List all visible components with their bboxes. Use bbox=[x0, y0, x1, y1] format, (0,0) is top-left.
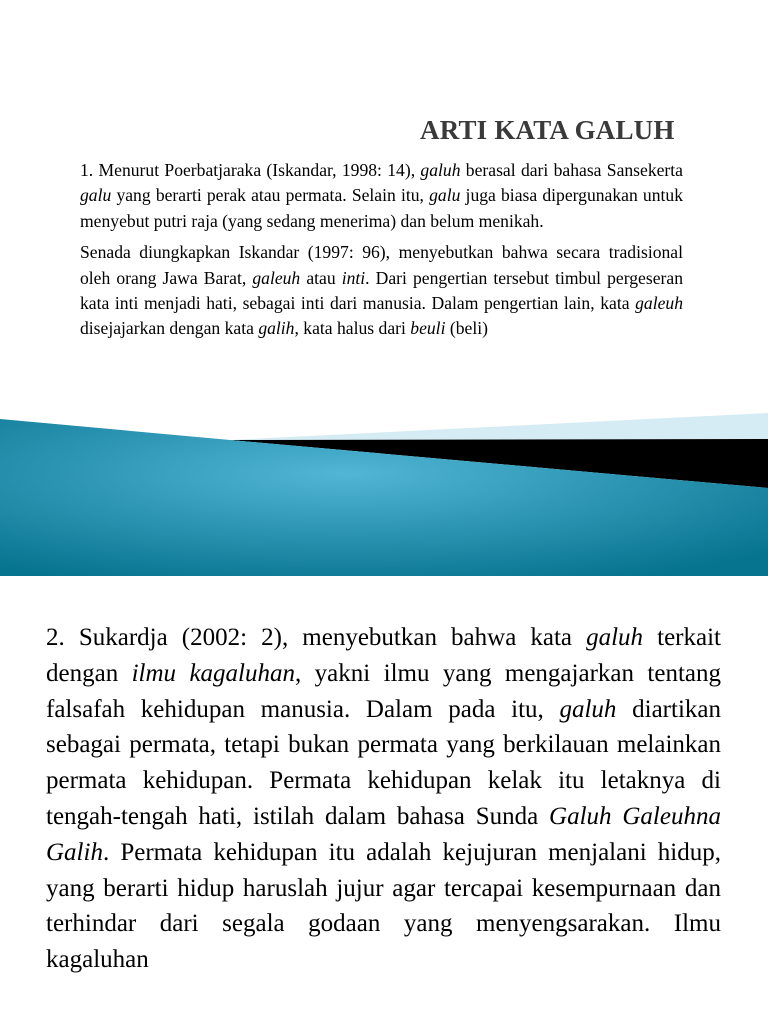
text-run: , yakni ilmu yang mengajarkan tentang falsafah kehidupan manusia. Dalam pada itu, bbox=[46, 659, 721, 723]
text-run: Senada diungkapkan Iskandar (1997: 96), menyebutkan bahwa secara tradisional oleh orang Jawa Barat, bbox=[80, 242, 683, 288]
page-paragraph bbox=[46, 620, 721, 978]
banner-light-band bbox=[230, 413, 768, 441]
italic-term: beuli bbox=[410, 318, 446, 339]
slide-paragraph-1 bbox=[80, 158, 683, 234]
text-run: , kata halus dari bbox=[294, 318, 411, 339]
text-run: disejajarkan dengan kata bbox=[80, 318, 259, 339]
text-run: juga biasa dipergunakan untuk menyebut putri raja (yang sedang menerima) dan belum menikah. bbox=[80, 185, 684, 231]
slide-body bbox=[80, 158, 683, 348]
italic-term: galuh bbox=[586, 624, 644, 651]
italic-term: ilmu kagaluhan bbox=[131, 659, 296, 687]
italic-term: galeuh bbox=[252, 267, 301, 288]
text-run: 2. Sukardja (2002: 2), menyebutkan bahwa kata bbox=[46, 624, 587, 651]
slide-paragraph-2 bbox=[80, 240, 683, 342]
text-run: (beli) bbox=[445, 318, 488, 339]
slide-title: ARTI KATA GALUH bbox=[420, 115, 675, 145]
text-run: . Permata kehidupan itu adalah kejujuran menjalani hidup, yang berarti hidup haruslah jujur agar tercapai kesempurnaan dan terhindar dari segala godaan yang menyengsarakan. Ilmu kagaluhan bbox=[46, 838, 721, 974]
italic-term: galu bbox=[80, 185, 112, 206]
text-run: . Dari pengertian tersebut timbul pergeseran kata inti menjadi hati, sebagai inti dari manusia. Dalam pengertian lain, kata bbox=[80, 267, 683, 314]
italic-term: galuh bbox=[420, 160, 461, 180]
italic-term: galuh bbox=[559, 695, 617, 723]
italic-term: inti bbox=[341, 267, 366, 288]
text-run: diartikan sebagai permata, tetapi bukan permata yang berkilauan melainkan permata kehidupan. Permata kehidupan kelak itu letaknya di tengah-tengah hati, istilah dalam bahasa Sunda bbox=[46, 695, 721, 830]
text-run: atau bbox=[300, 267, 342, 288]
italic-term: galih bbox=[258, 318, 295, 339]
text-run: terkait dengan bbox=[46, 624, 721, 687]
text-run: berasal dari bahasa Sansekerta bbox=[460, 160, 683, 180]
italic-term: galu bbox=[429, 185, 461, 206]
text-run: yang berarti perak atau permata. Selain itu, bbox=[111, 185, 430, 206]
italic-term: Galuh Galeuhna Galih bbox=[46, 802, 721, 866]
italic-term: galeuh bbox=[635, 293, 683, 314]
text-run: 1. Menurut Poerbatjaraka (Iskandar, 1998: 14), bbox=[80, 160, 421, 180]
decorative-banner bbox=[0, 405, 768, 576]
